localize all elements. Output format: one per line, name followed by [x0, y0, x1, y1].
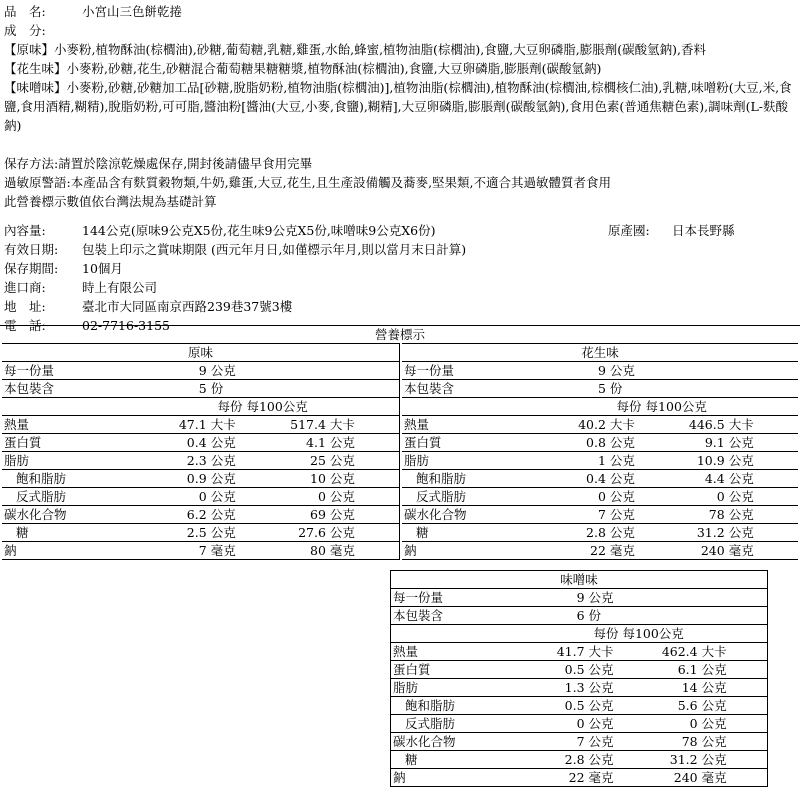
nutrient-label: 糖 [416, 525, 429, 540]
per100-value: 14 [681, 680, 698, 695]
nutrient-row [391, 661, 768, 679]
per-serving-unit: 毫克 [609, 543, 635, 558]
per100-value: 5.6 [677, 698, 698, 713]
per100-unit: 公克 [728, 525, 754, 540]
address-row [4, 297, 796, 316]
product-name-label: 品 名: [4, 4, 46, 19]
nutrient-row [402, 506, 798, 524]
serving-unit: 公克 [210, 363, 236, 378]
per-serving-unit: 公克 [210, 489, 236, 504]
expiry-row [4, 240, 796, 259]
per100-value: 0 [689, 716, 698, 731]
per-serving-unit: 公克 [210, 435, 236, 450]
phone-label: 電 話: [4, 318, 46, 333]
per-serving-unit: 公克 [210, 471, 236, 486]
nutrient-label: 鈉 [393, 770, 406, 785]
serving-unit: 公克 [609, 363, 635, 378]
per100-value: 4.4 [704, 471, 725, 486]
nutrient-row [391, 643, 768, 661]
shelf-row [4, 259, 796, 278]
ingredients-text-peanut: 小麥粉,砂糖,花生,砂糖混合葡萄糖果糖糖漿,植物酥油(棕櫚油),食鹽,大豆卵磷脂,膨脹劑(碳酸氫鈉) [66, 61, 602, 76]
nutrient-label: 鈉 [4, 543, 17, 558]
per100-unit: 公克 [728, 471, 754, 486]
pack-value: 5 [198, 381, 207, 396]
nutrient-row [391, 769, 768, 787]
nutrition-note: 此營養標示數值依台灣法規為基礎計算 [4, 194, 217, 209]
per-serving-unit: 公克 [210, 453, 236, 468]
per-serving-value: 0.5 [564, 662, 585, 677]
nutrient-row [391, 697, 768, 715]
per-serving-value: 2.5 [186, 525, 207, 540]
ingredients-label: 成 分: [4, 23, 46, 38]
per100-value: 69 [310, 507, 326, 522]
ingredients-original [4, 40, 796, 59]
nutrient-row [391, 679, 768, 697]
per100-value: 25 [310, 453, 326, 468]
nutrient-row [2, 542, 400, 560]
shelf-value: 10個月 [82, 261, 123, 276]
per100-value: 446.5 [688, 417, 725, 432]
shelf-label: 保存期間: [4, 261, 59, 276]
per100-value: 10 [310, 471, 326, 486]
content-label: 內容量: [4, 223, 46, 238]
nutrient-row [402, 488, 798, 506]
nutrient-row [402, 452, 798, 470]
per-serving-value: 22 [568, 770, 585, 785]
serving-label: 每一份量 [393, 590, 444, 605]
nutrient-row [402, 470, 798, 488]
per100-value: 0 [317, 489, 326, 504]
importer-label: 進口商: [4, 280, 46, 295]
per-serving-value: 0.4 [186, 435, 207, 450]
serving-value: 9 [576, 590, 585, 605]
nutrient-label: 飽和脂肪 [416, 471, 467, 486]
origin-value: 日本長野縣 [672, 223, 735, 238]
serving-label: 每一份量 [404, 363, 455, 378]
per100-header: 每100公克 [622, 626, 684, 641]
per-serving-unit: 公克 [609, 489, 635, 504]
per-serving-value: 7 [198, 543, 207, 558]
nutrient-label: 蛋白質 [393, 662, 431, 677]
per-serving-unit: 公克 [609, 471, 635, 486]
per-serving-unit: 毫克 [588, 770, 614, 785]
per-serving-unit: 公克 [210, 507, 236, 522]
per100-header: 每100公克 [246, 399, 308, 414]
nutrient-label: 脂肪 [4, 453, 30, 468]
importer-value: 時上有限公司 [82, 280, 158, 295]
nutrient-row [402, 524, 798, 542]
per-serving-value: 40.2 [578, 417, 606, 432]
per-serving-unit: 大卡 [609, 417, 635, 432]
per100-value: 9.1 [704, 435, 725, 450]
ingredients-header-row [4, 21, 796, 40]
serving-value: 9 [198, 363, 207, 378]
content-row [4, 221, 796, 240]
per-serving-value: 41.7 [556, 644, 585, 659]
origin-label: 原產國: [608, 223, 650, 238]
pack-unit: 份 [588, 608, 602, 623]
per-serving-value: 2.8 [564, 752, 585, 767]
nutrition-title: 營養標示 [0, 325, 800, 343]
per100-value: 27.6 [298, 525, 326, 540]
nutrient-label: 脂肪 [404, 453, 430, 468]
per-serving-value: 6.2 [186, 507, 207, 522]
ingredients-flavor-peanut: 【花生味】 [4, 61, 67, 76]
nutrient-label: 糖 [16, 525, 29, 540]
per100-value: 240 [700, 543, 725, 558]
nutrient-label: 反式脂肪 [416, 489, 467, 504]
per-serving-unit: 公克 [588, 734, 614, 749]
per100-value: 78 [681, 734, 698, 749]
per-serving-value: 22 [590, 543, 606, 558]
product-info [4, 2, 796, 335]
serving-unit: 公克 [588, 590, 614, 605]
per-serving-value: 0 [597, 489, 606, 504]
per100-unit: 公克 [329, 489, 355, 504]
nutrient-row [391, 733, 768, 751]
per-serving-value: 0 [576, 716, 585, 731]
per100-unit: 公克 [701, 716, 727, 731]
phone-value: 02-7716-3155 [82, 318, 170, 333]
per100-unit: 公克 [701, 734, 727, 749]
pack-label: 本包裝含 [404, 381, 455, 396]
per100-unit: 公克 [728, 507, 754, 522]
per100-header: 每100公克 [645, 399, 707, 414]
allergy-warning: 過敏原警語:本產品含有麩質穀物類,牛奶,雞蛋,大豆,花生,且生產設備觸及蕎麥,堅果類,不適合其過敏體質者食用 [4, 175, 612, 190]
nutrient-label: 碳水化合物 [4, 507, 67, 522]
ingredients-flavor-miso: 【味噌味】 [4, 80, 67, 95]
per100-unit: 毫克 [329, 543, 355, 558]
product-name-row [4, 2, 796, 21]
serving-label: 每一份量 [4, 363, 55, 378]
nutrient-label: 熱量 [4, 417, 30, 432]
per-serving-value: 47.1 [178, 417, 207, 432]
nutrient-label: 蛋白質 [4, 435, 42, 450]
per100-unit: 公克 [329, 471, 355, 486]
pack-label: 本包裝含 [4, 381, 55, 396]
nutrient-label: 蛋白質 [404, 435, 442, 450]
ingredients-peanut [4, 59, 796, 78]
per100-value: 80 [310, 543, 326, 558]
per100-unit: 公克 [701, 662, 727, 677]
nutrient-label: 飽和脂肪 [16, 471, 67, 486]
importer-row [4, 278, 796, 297]
nutrient-label: 飽和脂肪 [405, 698, 456, 713]
expiry-value: 包裝上印示之賞味期限 (西元年月日,如僅標示年月,則以當月末日計算) [82, 242, 467, 257]
ingredients-text-original: 小麥粉,植物酥油(棕櫚油),砂糖,葡萄糖,乳糖,雞蛋,水飴,蜂蜜,植物油脂(棕櫚油),食鹽,大豆卵磷脂,膨脹劑(碳酸氫鈉),香料 [54, 42, 706, 57]
per100-unit: 大卡 [701, 644, 727, 659]
serving-value: 9 [597, 363, 606, 378]
per-serving-value: 0.9 [186, 471, 207, 486]
per100-unit: 公克 [728, 453, 754, 468]
per-serving-value: 7 [597, 507, 606, 522]
nutrient-row [2, 434, 400, 452]
per-serving-value: 2.8 [586, 525, 606, 540]
nutrient-row [391, 751, 768, 769]
flavor-name: 花生味 [402, 344, 798, 362]
nutrient-row [391, 715, 768, 733]
per100-value: 31.2 [669, 752, 698, 767]
per-serving-unit: 公克 [609, 453, 635, 468]
expiry-label: 有效日期: [4, 242, 59, 257]
per100-value: 6.1 [677, 662, 698, 677]
per100-unit: 公克 [329, 453, 355, 468]
storage-method: 保存方法:請置於陰涼乾燥處保存,開封後請儘早食用完畢 [4, 156, 313, 171]
nutrient-row [2, 506, 400, 524]
flavor-name: 原味 [2, 344, 400, 362]
nutrient-row [2, 524, 400, 542]
per100-value: 240 [673, 770, 698, 785]
per100-unit: 公克 [701, 752, 727, 767]
per100-value: 462.4 [661, 644, 698, 659]
per-serving-header: 每份 [616, 399, 642, 414]
per100-unit: 公克 [728, 489, 754, 504]
pack-unit: 份 [210, 381, 224, 396]
product-name: 小宮山三色餅乾捲 [82, 4, 183, 19]
pack-label: 本包裝含 [393, 608, 444, 623]
per100-value: 4.1 [306, 435, 326, 450]
address-value: 臺北市大同區南京西路239巷37號3樓 [82, 299, 293, 314]
nutrient-row [2, 470, 400, 488]
nutrient-row [402, 416, 798, 434]
per-serving-value: 0.5 [564, 698, 585, 713]
per-serving-unit: 公克 [588, 752, 614, 767]
per-serving-unit: 大卡 [588, 644, 614, 659]
per-serving-unit: 公克 [210, 525, 236, 540]
per100-unit: 大卡 [728, 417, 754, 432]
per100-unit: 公克 [728, 435, 754, 450]
ingredients-flavor-original: 【原味】 [4, 42, 55, 57]
per100-unit: 大卡 [329, 417, 355, 432]
per-serving-value: 2.3 [186, 453, 207, 468]
nutrient-row [2, 416, 400, 434]
per-serving-unit: 公克 [588, 680, 614, 695]
per-serving-value: 0.4 [586, 471, 606, 486]
ingredients-text-miso: 小麥粉,砂糖,砂糖加工品[砂糖,脫脂奶粉,植物油脂(棕櫚油)],植物油脂(棕櫚油),植物酥油(棕櫚油,棕櫚核仁油),乳糖,味噌粉(大豆,米,食鹽,食用酒精,糊精),脫脂奶粉,可可脂,醬油粉[醬油(大豆,小麥,食鹽),糊精],大豆卵磷脂,膨脹劑(碳酸氫鈉),食用色素(普通焦糖色素),調味劑(L-麩酸鈉) [4, 80, 792, 133]
per-serving-header: 每份 [217, 399, 243, 414]
per-serving-header: 每份 [593, 626, 619, 641]
per-serving-unit: 毫克 [210, 543, 236, 558]
per100-unit: 公克 [329, 507, 355, 522]
per-serving-value: 0.8 [586, 435, 606, 450]
per-serving-unit: 大卡 [210, 417, 236, 432]
per-serving-unit: 公克 [609, 435, 635, 450]
per-serving-unit: 公克 [609, 507, 635, 522]
per-serving-unit: 公克 [588, 716, 614, 731]
nutrient-label: 熱量 [404, 417, 430, 432]
nutrient-label: 反式脂肪 [405, 716, 456, 731]
nutrient-label: 熱量 [393, 644, 419, 659]
address-label: 地 址: [4, 299, 46, 314]
per100-unit: 毫克 [728, 543, 754, 558]
pack-value: 5 [597, 381, 606, 396]
per-serving-value: 0 [198, 489, 207, 504]
per100-unit: 公克 [701, 698, 727, 713]
per-serving-value: 7 [576, 734, 585, 749]
nutrient-row [402, 434, 798, 452]
per-serving-unit: 公克 [609, 525, 635, 540]
nutrient-row [2, 488, 400, 506]
per100-value: 78 [708, 507, 725, 522]
nutrient-row [2, 452, 400, 470]
per100-value: 10.9 [696, 453, 725, 468]
per100-value: 0 [716, 489, 725, 504]
per-serving-value: 1.3 [564, 680, 585, 695]
pack-value: 6 [576, 608, 585, 623]
nutrient-label: 糖 [405, 752, 418, 767]
per100-unit: 公克 [329, 525, 355, 540]
pack-unit: 份 [609, 381, 623, 396]
content-value: 144公克(原味9公克X5份,花生味9公克X5份,味噌味9公克X6份) [82, 223, 436, 238]
per-serving-unit: 公克 [588, 698, 614, 713]
nutrient-row [402, 542, 798, 560]
nutrient-label: 鈉 [404, 543, 417, 558]
per100-unit: 公克 [329, 435, 355, 450]
nutrient-label: 碳水化合物 [404, 507, 467, 522]
nutrient-label: 脂肪 [393, 680, 419, 695]
nutrient-label: 碳水化合物 [393, 734, 456, 749]
nutrition-table-miso [390, 570, 768, 787]
per100-value: 517.4 [290, 417, 326, 432]
per100-value: 31.2 [696, 525, 725, 540]
ingredients-miso [4, 78, 796, 135]
nutrient-label: 反式脂肪 [16, 489, 67, 504]
flavor-name: 味噌味 [391, 571, 768, 589]
per-serving-value: 1 [597, 453, 606, 468]
nutrition-table-peanut [402, 343, 798, 560]
per100-unit: 毫克 [701, 770, 727, 785]
per-serving-unit: 公克 [588, 662, 614, 677]
per100-unit: 公克 [701, 680, 727, 695]
nutrition-table-original [2, 343, 400, 560]
